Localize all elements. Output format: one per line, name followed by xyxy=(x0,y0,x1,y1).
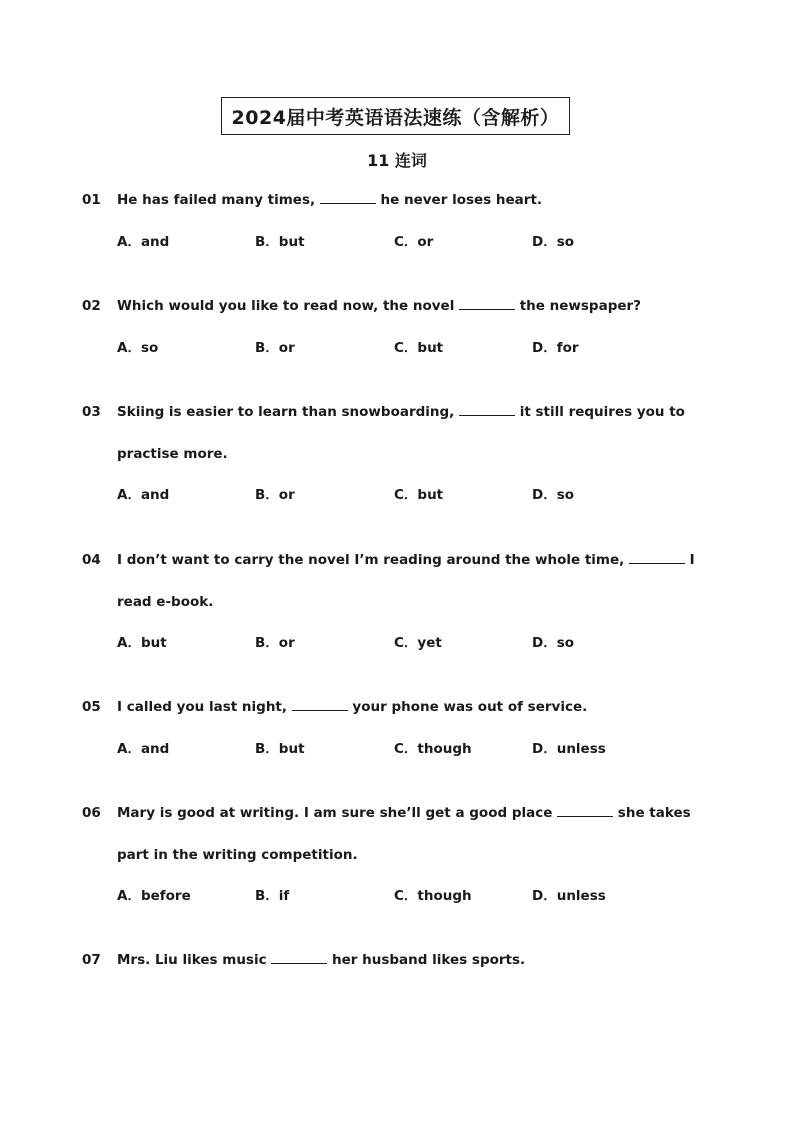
question-text xyxy=(117,792,717,876)
question-text-before: I don’t want to carry the novel I’m reading around the whole time, xyxy=(117,552,629,568)
question-number: 03 xyxy=(82,404,101,420)
question-text-before: I called you last night, xyxy=(117,699,292,715)
question-text-before: Mrs. Liu likes music xyxy=(117,952,272,968)
option-a: A．and xyxy=(117,741,170,757)
option-a: A．so xyxy=(117,340,159,356)
question-text xyxy=(117,179,717,221)
option-b: B．but xyxy=(255,741,305,757)
option-b: B．or xyxy=(255,487,295,503)
question-number: 04 xyxy=(82,552,101,568)
question-text-before: Mary is good at writing. I am sure she’ll get a good place xyxy=(117,805,558,821)
question-text-after: I read e-book. xyxy=(117,552,695,610)
option-c: C．though xyxy=(394,888,472,904)
question-text xyxy=(117,391,717,475)
option-d: D．so xyxy=(532,487,575,503)
option-d: D．so xyxy=(532,635,575,651)
option-c: C．but xyxy=(394,487,444,503)
answer-blank xyxy=(320,191,376,204)
question-text-after: the newspaper? xyxy=(515,298,642,314)
option-b: B．or xyxy=(255,340,295,356)
answer-blank xyxy=(292,698,348,711)
question-text-before: Which would you like to read now, the novel xyxy=(117,298,460,314)
question-text xyxy=(117,539,717,623)
question-text xyxy=(117,686,717,728)
option-c: C．but xyxy=(394,340,444,356)
option-c: C．yet xyxy=(394,635,442,651)
option-b: B．but xyxy=(255,234,305,250)
answer-blank xyxy=(459,403,515,416)
answer-blank xyxy=(557,804,613,817)
option-c: C．though xyxy=(394,741,472,757)
question-text-after: her husband likes sports. xyxy=(327,952,526,968)
question-text xyxy=(117,939,717,981)
answer-options xyxy=(117,886,717,906)
question-text-after: she takes part in the writing competition. xyxy=(117,805,691,863)
option-a: A．and xyxy=(117,487,170,503)
option-a: A．before xyxy=(117,888,191,904)
option-d: D．so xyxy=(532,234,575,250)
option-a: A．and xyxy=(117,234,170,250)
section-subtitle: 11 连词 xyxy=(367,151,427,170)
option-d: D．for xyxy=(532,340,579,356)
question-text xyxy=(117,285,717,327)
question-text-after: he never loses heart. xyxy=(375,192,543,208)
answer-options xyxy=(117,739,717,759)
answer-blank xyxy=(271,951,327,964)
answer-options xyxy=(117,633,717,653)
question-number: 05 xyxy=(82,699,101,715)
page-title: 2024届中考英语语法速练（含解析） xyxy=(221,97,570,135)
answer-options xyxy=(117,485,717,505)
option-b: B．or xyxy=(255,635,295,651)
question-number: 07 xyxy=(82,952,101,968)
answer-blank xyxy=(629,551,685,564)
option-d: D．unless xyxy=(532,741,606,757)
question-text-before: Skiing is easier to learn than snowboarding, xyxy=(117,404,460,420)
option-a: A．but xyxy=(117,635,167,651)
option-b: B．if xyxy=(255,888,290,904)
question-text-after: your phone was out of service. xyxy=(347,699,588,715)
option-c: C．or xyxy=(394,234,434,250)
question-number: 01 xyxy=(82,192,101,208)
question-text-before: He has failed many times, xyxy=(117,192,320,208)
answer-options xyxy=(117,232,717,252)
answer-blank xyxy=(459,297,515,310)
question-text-after: it still requires you to practise more. xyxy=(117,404,685,462)
question-number: 02 xyxy=(82,298,101,314)
question-number: 06 xyxy=(82,805,101,821)
answer-options xyxy=(117,338,717,358)
option-d: D．unless xyxy=(532,888,606,904)
